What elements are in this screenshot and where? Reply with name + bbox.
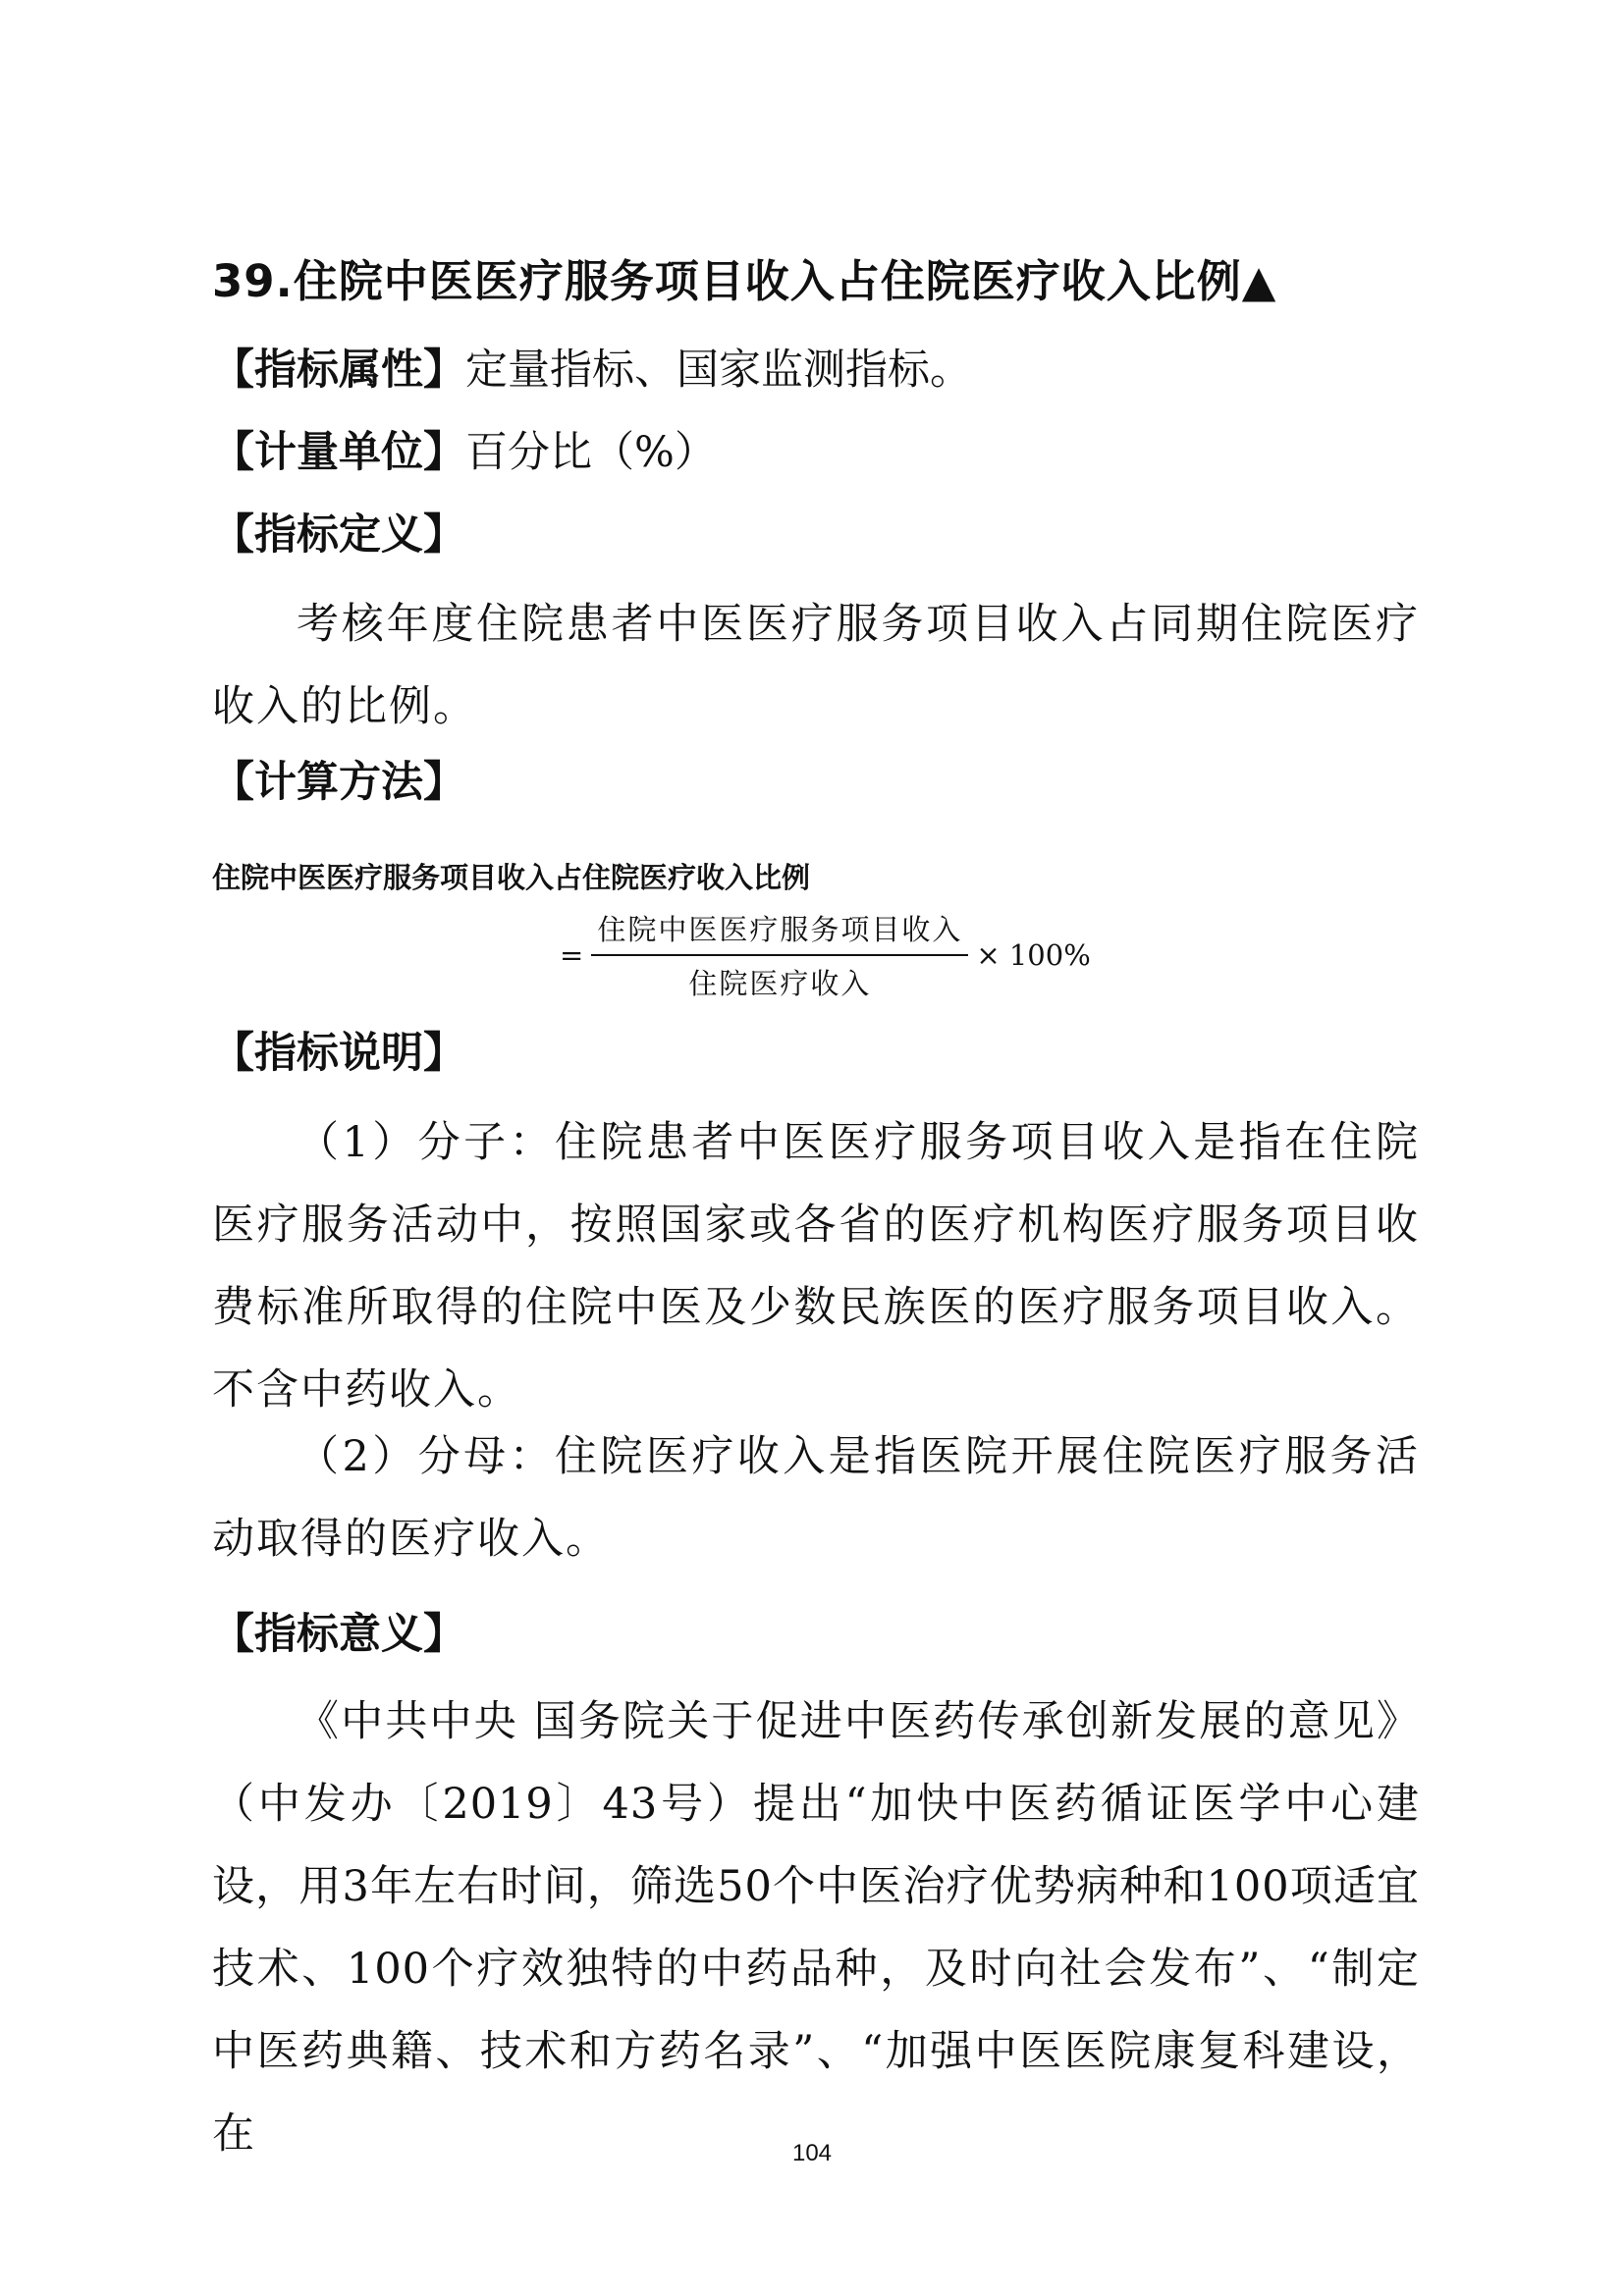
formula-name: 住院中医医疗服务项目收入占住院医疗收入比例 — [212, 861, 811, 894]
formula-numerator: 住院中医医疗服务项目收入 — [591, 908, 968, 956]
formula — [560, 901, 1091, 1009]
definition-label: 【指标定义】 — [212, 510, 465, 560]
page-number: 104 — [791, 2140, 833, 2166]
method-label: 【计算方法】 — [212, 758, 465, 807]
formula-fraction — [591, 908, 968, 1002]
unit-value: 百分比（%） — [465, 428, 717, 477]
unit-label: 【计量单位】 — [212, 428, 465, 477]
formula-multiplier: × 100% — [976, 938, 1091, 972]
explanation-item-2: （2）分母：住院医疗收入是指医院开展住院医疗服务活动取得的医疗收入。 — [212, 1432, 1420, 1564]
attribute-label: 【指标属性】 — [212, 346, 465, 395]
attribute-value: 定量指标、国家监测指标。 — [465, 346, 972, 395]
indicator-title: 39.住院中医医疗服务项目收入占住院医疗收入比例▲ — [212, 255, 1277, 307]
formula-denominator: 住院医疗收入 — [688, 967, 872, 1000]
significance-label: 【指标意义】 — [212, 1610, 465, 1659]
definition-text: 考核年度住院患者中医医疗服务项目收入占同期住院医疗收入的比例。 — [212, 600, 1420, 731]
attribute-row — [212, 346, 972, 397]
significance-text: 《中共中央 国务院关于促进中医药传承创新发展的意见》（中发办〔2019〕43号）提出“加快中医药循证医学中心建设，用3年左右时间，筛选50个中医治疗优势病种和100项适宜技术、100个疗效独特的中药品种，及时向社会发布”、“制定中医药典籍、技术和方药名录”、“加强中医医院康复科建设，在 — [212, 1697, 1420, 2159]
explanation-label: 【指标说明】 — [212, 1029, 465, 1078]
explanation-item-1: （1）分子：住院患者中医医疗服务项目收入是指在住院医疗服务活动中，按照国家或各省的医疗机构医疗服务项目收费标准所取得的住院中医及少数民族医的医疗服务项目收入。不含中药收入。 — [212, 1118, 1420, 1415]
formula-equals: = — [560, 938, 584, 972]
unit-row — [212, 428, 717, 479]
